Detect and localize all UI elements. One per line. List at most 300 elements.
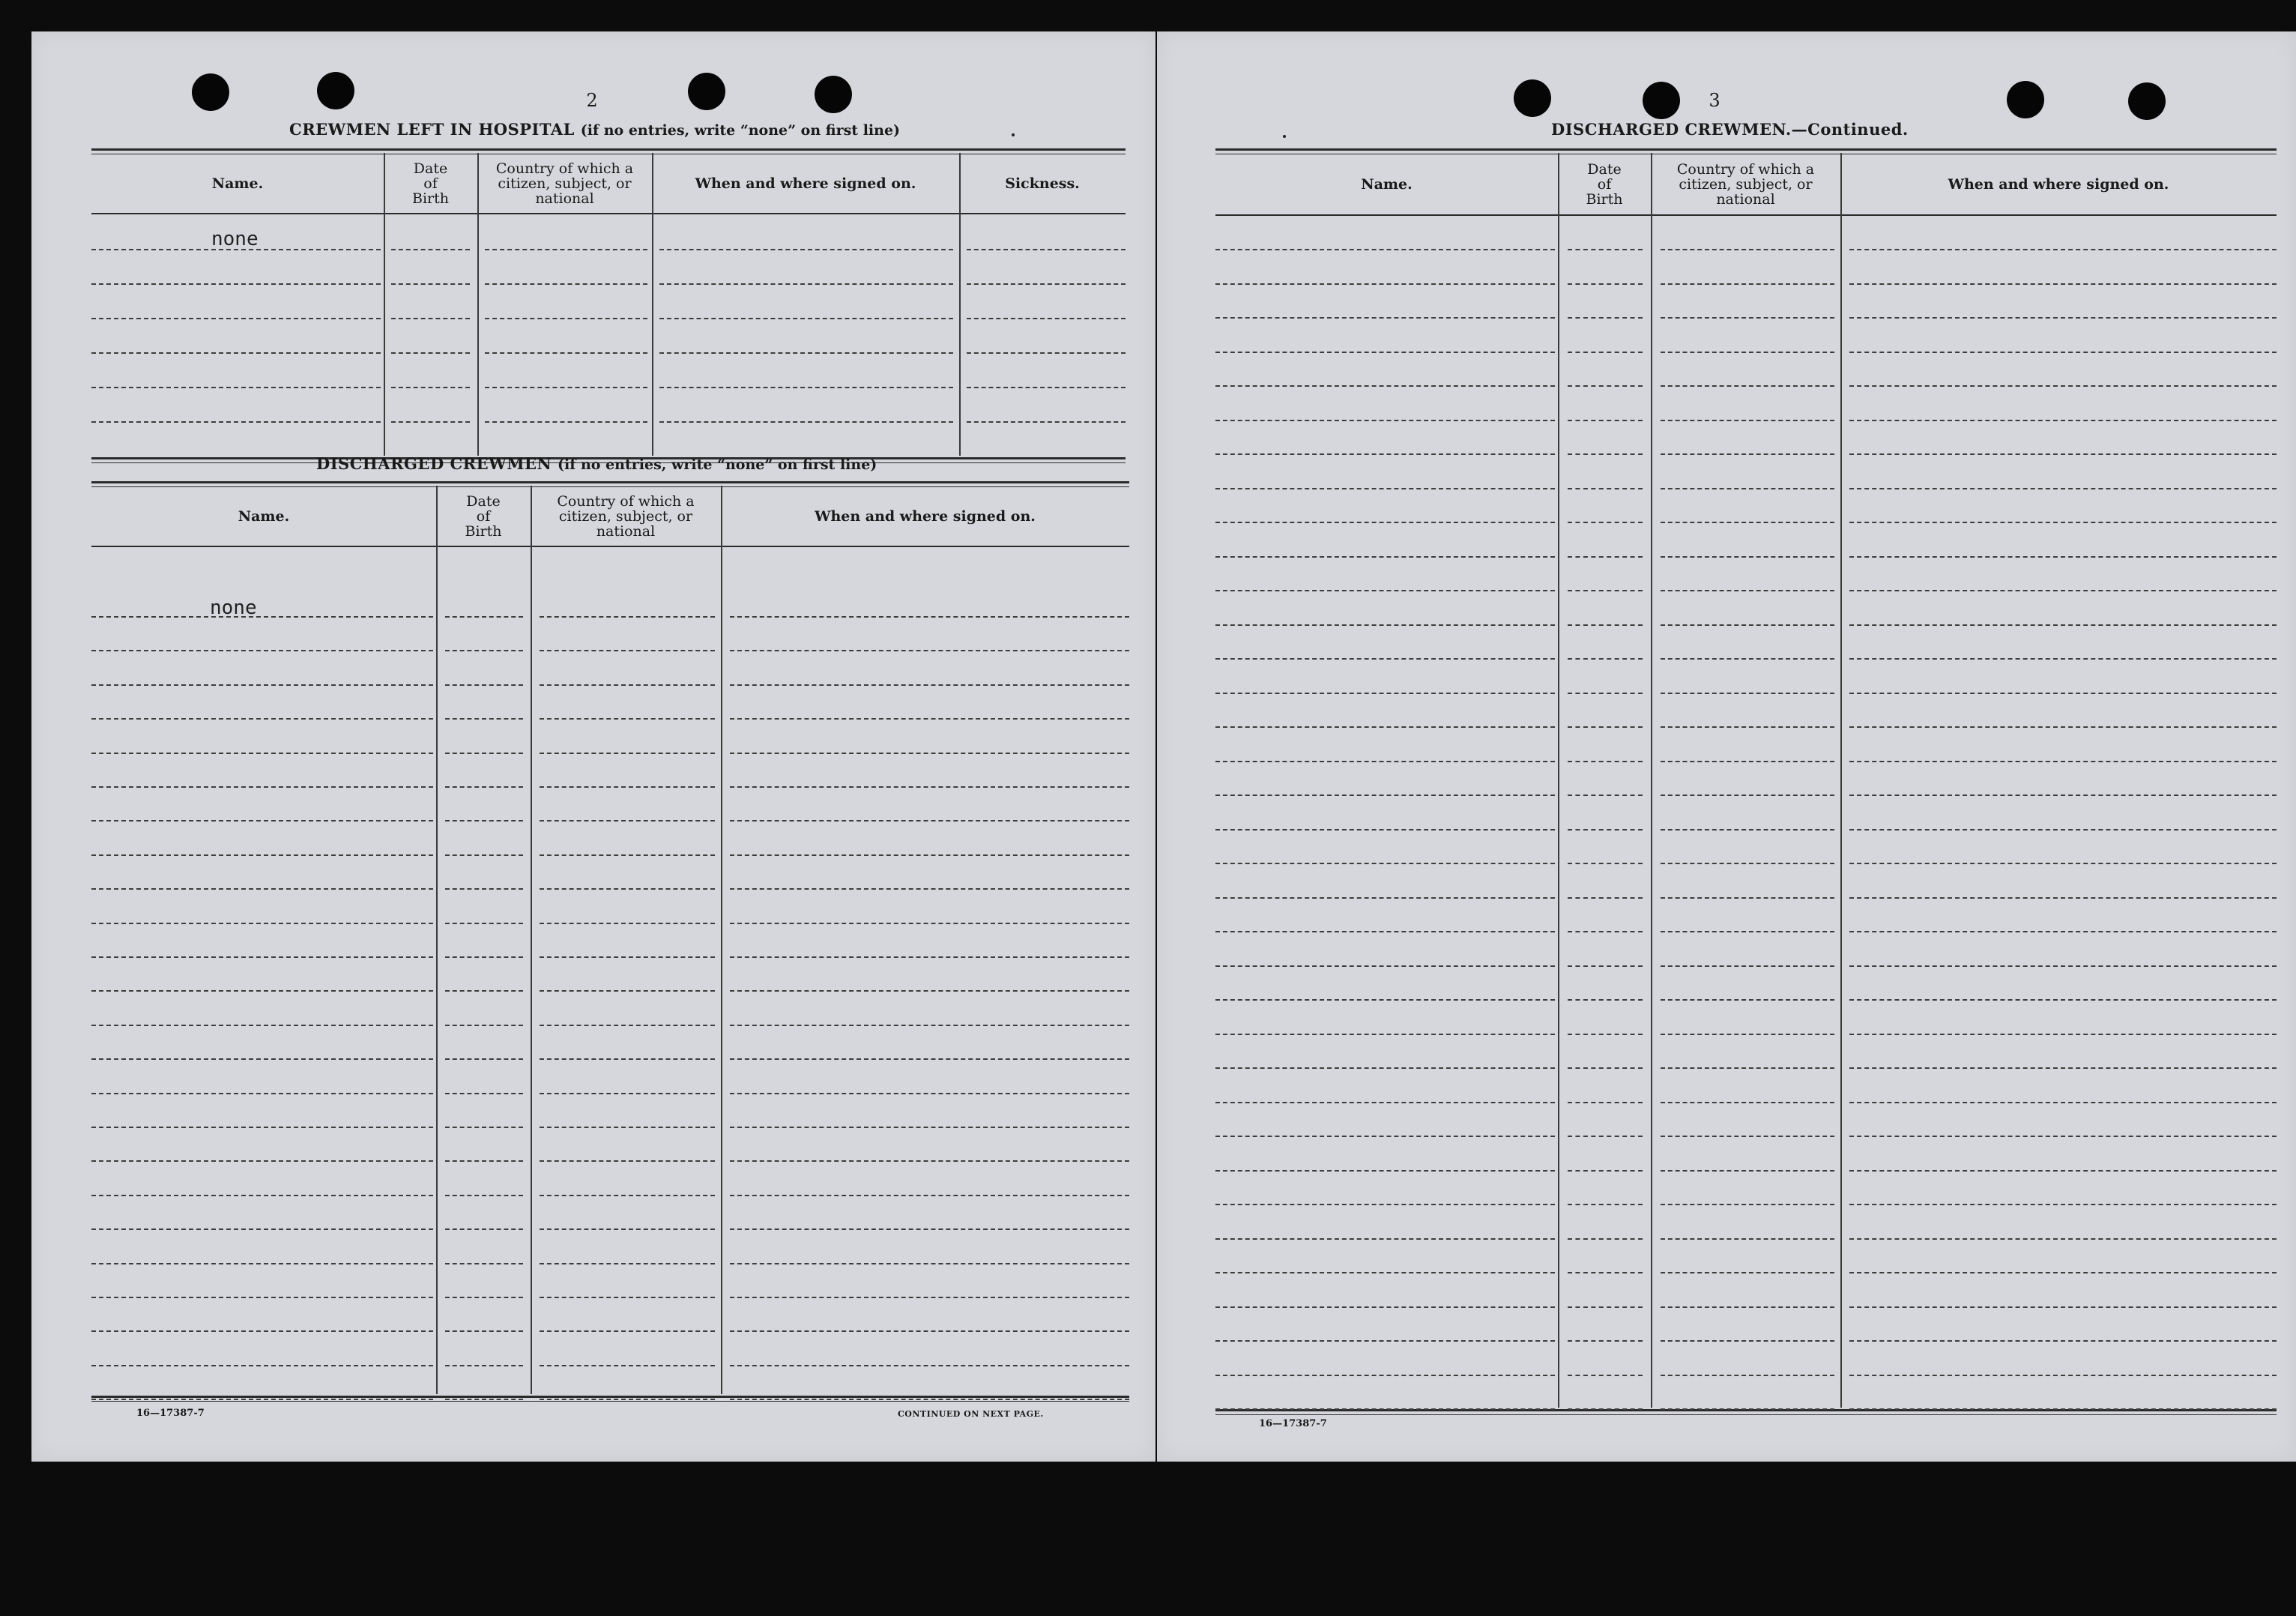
ruled-line <box>730 1297 1129 1298</box>
ruled-line <box>1849 726 2277 728</box>
ruled-line <box>1849 999 2277 1001</box>
entry-name: none <box>210 597 257 619</box>
ruled-line <box>659 283 953 285</box>
ruled-line <box>1568 761 1643 762</box>
header-bottom-rule <box>91 546 1129 547</box>
hospital-table <box>91 148 1126 463</box>
ruled-line <box>1661 590 1834 591</box>
punch-hole <box>317 72 354 109</box>
ruled-line <box>445 616 523 618</box>
ruled-line <box>1568 1102 1643 1103</box>
ruled-line <box>1568 863 1643 864</box>
ruled-line <box>1849 693 2277 694</box>
ruled-line <box>1568 317 1643 319</box>
ruled-line <box>91 990 433 992</box>
ruled-line <box>1849 1375 2277 1376</box>
ruled-line <box>445 854 523 856</box>
ruled-line <box>1849 385 2277 387</box>
ruled-line <box>1849 897 2277 899</box>
ruled-line <box>445 820 523 821</box>
ruled-line <box>1849 624 2277 626</box>
ruled-line <box>1215 453 1555 455</box>
ruled-line <box>1215 420 1555 421</box>
ruled-line <box>730 1263 1129 1264</box>
column-header-when-where: When and where signed on. <box>815 508 1036 525</box>
ruled-line <box>91 1399 433 1400</box>
ruled-line <box>1568 1238 1643 1240</box>
ruled-line <box>1849 761 2277 762</box>
ruled-line <box>1661 420 1834 421</box>
ruled-line <box>1215 1306 1555 1308</box>
ruled-line <box>1215 1375 1555 1376</box>
ruled-line <box>1849 1136 2277 1137</box>
column-header-name: Name. <box>211 175 264 192</box>
ruled-line <box>1849 590 2277 591</box>
ruled-line <box>1568 283 1643 285</box>
column-divider <box>531 486 532 1394</box>
ruled-line <box>1661 1238 1834 1240</box>
ruled-line <box>91 1228 433 1230</box>
ruled-line <box>1661 317 1834 319</box>
ruled-line <box>1568 658 1643 660</box>
ruled-line <box>540 923 715 924</box>
ruled-line <box>445 1263 523 1264</box>
ruled-line <box>540 1127 715 1128</box>
hospital-section-title <box>289 120 900 139</box>
ruled-line <box>1215 1408 1555 1410</box>
ruled-line <box>1568 453 1643 455</box>
discharged-title-note: (if no entries, write “none” on first line) <box>557 456 877 473</box>
ruled-line <box>659 249 953 250</box>
ruled-line <box>540 1228 715 1230</box>
ruled-line <box>91 1093 433 1094</box>
ruled-line <box>1849 931 2277 932</box>
ruled-line <box>91 1160 433 1162</box>
ruled-line <box>1215 1204 1555 1205</box>
column-header-name: Name. <box>238 508 290 525</box>
ruled-line <box>1568 1136 1643 1137</box>
right-page <box>1157 31 2296 1462</box>
ruled-line <box>1568 931 1643 932</box>
ruled-line <box>391 352 470 354</box>
ruled-line <box>730 1127 1129 1128</box>
header-bottom-rule <box>91 213 1126 214</box>
ruled-line <box>1849 1102 2277 1103</box>
ruled-line <box>540 956 715 958</box>
ruled-line <box>540 1365 715 1366</box>
ruled-line <box>1215 1238 1555 1240</box>
ruled-line <box>1661 556 1834 558</box>
ruled-line <box>1849 1408 2277 1410</box>
ruled-line <box>1849 1272 2277 1273</box>
ruled-line <box>91 923 433 924</box>
ruled-line <box>540 1093 715 1094</box>
ruled-line <box>1661 283 1834 285</box>
ruled-line <box>445 1195 523 1196</box>
ruled-line <box>730 1228 1129 1230</box>
ruled-line <box>1849 556 2277 558</box>
ruled-line <box>445 1093 523 1094</box>
column-header-country: Country of which a citizen, subject, or national <box>1676 161 1815 208</box>
column-header-country: Country of which a citizen, subject, or national <box>557 493 695 540</box>
ruled-line <box>730 1399 1129 1400</box>
ruled-line <box>540 1399 715 1400</box>
ruled-line <box>730 753 1129 754</box>
ruled-line <box>1215 931 1555 932</box>
column-divider <box>721 486 722 1394</box>
ruled-line <box>1661 761 1834 762</box>
ruled-line <box>1568 897 1643 899</box>
column-divider <box>436 486 438 1394</box>
ruled-line <box>91 684 433 686</box>
ruled-line <box>1661 1034 1834 1035</box>
ruled-line <box>91 854 433 856</box>
ruled-line <box>1661 624 1834 626</box>
ruled-line <box>1215 1034 1555 1035</box>
ruled-line <box>1849 283 2277 285</box>
ruled-line <box>445 990 523 992</box>
ruled-line <box>391 318 470 319</box>
ruled-line <box>1849 1170 2277 1172</box>
ruled-line <box>91 1195 433 1196</box>
table-top-rule <box>91 148 1126 151</box>
ruled-line <box>1849 522 2277 523</box>
ruled-line <box>91 283 381 285</box>
ruled-line <box>540 650 715 651</box>
ruled-line <box>1661 488 1834 489</box>
ruled-line <box>1215 624 1555 626</box>
ruled-line <box>1215 761 1555 762</box>
ruled-line <box>1568 1375 1643 1376</box>
ruled-line <box>730 888 1129 890</box>
ruled-line <box>1849 1204 2277 1205</box>
ruled-line <box>1215 283 1555 285</box>
punch-hole <box>192 73 229 111</box>
ruled-line <box>1215 522 1555 523</box>
ruled-line <box>1568 1306 1643 1308</box>
discharged-title-text: DISCHARGED CREWMEN <box>316 454 552 473</box>
ruled-line <box>485 249 647 250</box>
ruled-line <box>730 1330 1129 1332</box>
ruled-line <box>540 1058 715 1060</box>
ruled-line <box>1661 1102 1834 1103</box>
ruled-line <box>1215 317 1555 319</box>
ruled-line <box>1568 1408 1643 1410</box>
ruled-line <box>1849 488 2277 489</box>
ruled-line <box>730 1365 1129 1366</box>
ruled-line <box>1661 658 1834 660</box>
ruled-line <box>1215 352 1555 353</box>
ruled-line <box>540 888 715 890</box>
ruled-line <box>1849 1238 2277 1240</box>
left-page <box>31 31 1155 1462</box>
ruled-line <box>1568 1170 1643 1172</box>
ruled-line <box>485 352 647 354</box>
ruled-line <box>1215 1102 1555 1103</box>
ruled-line <box>1568 1272 1643 1273</box>
ruled-line <box>1661 1170 1834 1172</box>
ruled-line <box>445 650 523 651</box>
ruled-line <box>91 956 433 958</box>
ruled-line <box>540 820 715 821</box>
punch-hole <box>815 76 852 113</box>
discharged-section-title <box>316 454 877 473</box>
ruled-line <box>1661 829 1834 830</box>
ruled-line <box>730 1195 1129 1196</box>
ruled-line <box>91 421 381 423</box>
ruled-line <box>1849 420 2277 421</box>
ruled-line <box>1661 795 1834 796</box>
ruled-line <box>391 249 470 250</box>
ruled-line <box>1849 863 2277 864</box>
ruled-line <box>730 923 1129 924</box>
ruled-line <box>485 387 647 388</box>
ruled-line <box>1661 453 1834 455</box>
ruled-line <box>1215 1136 1555 1137</box>
ruled-line <box>659 421 953 423</box>
column-header-date-of-birth: Date of Birth <box>412 160 449 207</box>
ruled-line <box>445 753 523 754</box>
ruled-line <box>91 1058 433 1060</box>
ruled-line <box>91 1297 433 1298</box>
ruled-line <box>445 684 523 686</box>
ruled-line <box>445 1025 523 1026</box>
ruled-line <box>445 1365 523 1366</box>
ruled-line <box>540 1330 715 1332</box>
ruled-line <box>1215 999 1555 1001</box>
ruled-line <box>1849 1034 2277 1035</box>
column-header-when-where: When and where signed on. <box>695 175 916 192</box>
discharged-continued-title: DISCHARGED CREWMEN.—Continued. <box>1551 120 1909 139</box>
ruled-line <box>1568 693 1643 694</box>
table-top-rule <box>91 481 1129 483</box>
ruled-line <box>1215 249 1555 250</box>
ruled-line <box>1661 1340 1834 1342</box>
ruled-line <box>391 421 470 423</box>
ruled-line <box>1568 1340 1643 1342</box>
ruled-line <box>1661 522 1834 523</box>
punch-hole <box>2007 81 2044 118</box>
ruled-line <box>540 684 715 686</box>
ruled-line <box>91 616 433 618</box>
punch-hole <box>1514 79 1551 117</box>
column-header-sickness: Sickness. <box>1005 175 1080 192</box>
ruled-line <box>91 786 433 788</box>
ruled-line <box>730 786 1129 788</box>
ruled-line <box>1215 590 1555 591</box>
ruled-line <box>1849 1306 2277 1308</box>
ruled-line <box>540 1297 715 1298</box>
ruled-line <box>91 718 433 720</box>
column-divider <box>1558 153 1559 1408</box>
ruled-line <box>1661 1067 1834 1069</box>
ruled-line <box>91 1263 433 1264</box>
ruled-line <box>91 352 381 354</box>
ruled-line <box>445 1127 523 1128</box>
ruled-line <box>445 1160 523 1162</box>
ruled-line <box>730 1093 1129 1094</box>
ruled-line <box>1568 488 1643 489</box>
ruled-line <box>91 1330 433 1332</box>
ruled-line <box>1568 726 1643 728</box>
ruled-line <box>659 387 953 388</box>
ruled-line <box>1661 385 1834 387</box>
discharged-table <box>91 481 1129 1400</box>
ruled-line <box>1661 863 1834 864</box>
ruled-line <box>1215 897 1555 899</box>
ruled-line <box>1568 999 1643 1001</box>
column-header-date-of-birth: Date of Birth <box>1586 161 1623 208</box>
ruled-line <box>1661 1272 1834 1273</box>
column-header-date-of-birth: Date of Birth <box>465 493 502 540</box>
ruled-line <box>445 786 523 788</box>
ruled-line <box>1215 1340 1555 1342</box>
ruled-line <box>730 616 1129 618</box>
ruled-line <box>540 1025 715 1026</box>
ruled-line <box>91 650 433 651</box>
ruled-line <box>1568 522 1643 523</box>
ruled-line <box>730 1025 1129 1026</box>
column-header-when-where: When and where signed on. <box>1948 176 2169 193</box>
ruled-line <box>659 352 953 354</box>
ruled-line <box>1568 624 1643 626</box>
ruled-line <box>445 923 523 924</box>
ruled-line <box>967 352 1126 354</box>
ruled-line <box>540 753 715 754</box>
ruled-line <box>1661 693 1834 694</box>
ruled-line <box>1849 352 2277 353</box>
hospital-title-note: (if no entries, write “none” on first line) <box>580 122 901 139</box>
ruled-line <box>1661 897 1834 899</box>
ruled-line <box>445 1330 523 1332</box>
ruled-line <box>91 1025 433 1026</box>
table-bottom-rule <box>91 1396 1129 1398</box>
ruled-line <box>1661 1375 1834 1376</box>
ruled-line <box>730 854 1129 856</box>
table-top-rule <box>1215 148 2277 151</box>
punch-hole <box>2128 82 2166 120</box>
ruled-line <box>91 1127 433 1128</box>
column-header-name: Name. <box>1361 176 1413 193</box>
ruled-line <box>1568 556 1643 558</box>
ruled-line <box>1215 556 1555 558</box>
ruled-line <box>1849 317 2277 319</box>
ruled-line <box>445 956 523 958</box>
ruled-line <box>445 888 523 890</box>
ruled-line <box>485 283 647 285</box>
ruled-line <box>445 1058 523 1060</box>
ruled-line <box>1568 965 1643 967</box>
ruled-line <box>445 1297 523 1298</box>
ruled-line <box>1215 488 1555 489</box>
ruled-line <box>730 650 1129 651</box>
ruled-line <box>1661 931 1834 932</box>
ruled-line <box>1661 1408 1834 1410</box>
ruled-line <box>1215 385 1555 387</box>
ruled-line <box>485 318 647 319</box>
entry-name: none <box>211 228 259 250</box>
ruled-line <box>445 1228 523 1230</box>
ruled-line <box>540 616 715 618</box>
ruled-line <box>1215 1067 1555 1069</box>
ruled-line <box>1849 965 2277 967</box>
ruled-line <box>1215 1170 1555 1172</box>
ruled-line <box>1215 658 1555 660</box>
ruled-line <box>1849 1067 2277 1069</box>
ruled-line <box>91 820 433 821</box>
ruled-line <box>1661 1136 1834 1137</box>
ruled-line <box>1568 829 1643 830</box>
ruled-line <box>967 283 1126 285</box>
ruled-line <box>540 990 715 992</box>
ruled-line <box>391 387 470 388</box>
column-divider <box>1840 153 1842 1408</box>
form-number: 16—17387-7 <box>136 1408 205 1419</box>
ruled-line <box>1661 726 1834 728</box>
ruled-line <box>730 1160 1129 1162</box>
ruled-line <box>540 1160 715 1162</box>
ruled-line <box>1849 829 2277 830</box>
ruled-line <box>1568 1034 1643 1035</box>
ruled-line <box>967 421 1126 423</box>
ruled-line <box>1849 249 2277 250</box>
ruled-line <box>967 318 1126 319</box>
ruled-line <box>1215 863 1555 864</box>
ruled-line <box>91 888 433 890</box>
page-number: 2 <box>586 90 598 111</box>
ruled-line <box>1215 795 1555 796</box>
ruled-line <box>1661 965 1834 967</box>
punch-hole <box>688 73 725 110</box>
ruled-line <box>1215 726 1555 728</box>
stray-mark <box>1283 135 1286 138</box>
ruled-line <box>730 718 1129 720</box>
header-bottom-rule <box>1215 214 2277 216</box>
ruled-line <box>1849 453 2277 455</box>
page-number: 3 <box>1709 90 1721 111</box>
ruled-line <box>445 1399 523 1400</box>
ruled-line <box>1849 1340 2277 1342</box>
ruled-line <box>730 990 1129 992</box>
ruled-line <box>485 421 647 423</box>
ruled-line <box>1568 420 1643 421</box>
ruled-line <box>1215 693 1555 694</box>
ruled-line <box>91 753 433 754</box>
ruled-line <box>91 1365 433 1366</box>
ruled-line <box>391 283 470 285</box>
discharged-continued-table <box>1215 148 2277 1415</box>
ruled-line <box>1661 1204 1834 1205</box>
ruled-line <box>1568 249 1643 250</box>
ruled-line <box>1568 352 1643 353</box>
ruled-line <box>967 387 1126 388</box>
ruled-line <box>730 1058 1129 1060</box>
continued-note: CONTINUED ON NEXT PAGE. <box>898 1409 1044 1419</box>
ruled-line <box>730 820 1129 821</box>
ruled-line <box>1215 829 1555 830</box>
ruled-line <box>91 249 381 250</box>
ruled-line <box>730 956 1129 958</box>
ruled-line <box>659 318 953 319</box>
ruled-line <box>540 1195 715 1196</box>
hospital-title-text: CREWMEN LEFT IN HOSPITAL <box>289 120 575 139</box>
ruled-line <box>1568 795 1643 796</box>
ruled-line <box>540 854 715 856</box>
ruled-line <box>1849 795 2277 796</box>
form-number: 16—17387-7 <box>1259 1418 1327 1429</box>
punch-hole <box>1643 82 1680 119</box>
ruled-line <box>1568 1067 1643 1069</box>
